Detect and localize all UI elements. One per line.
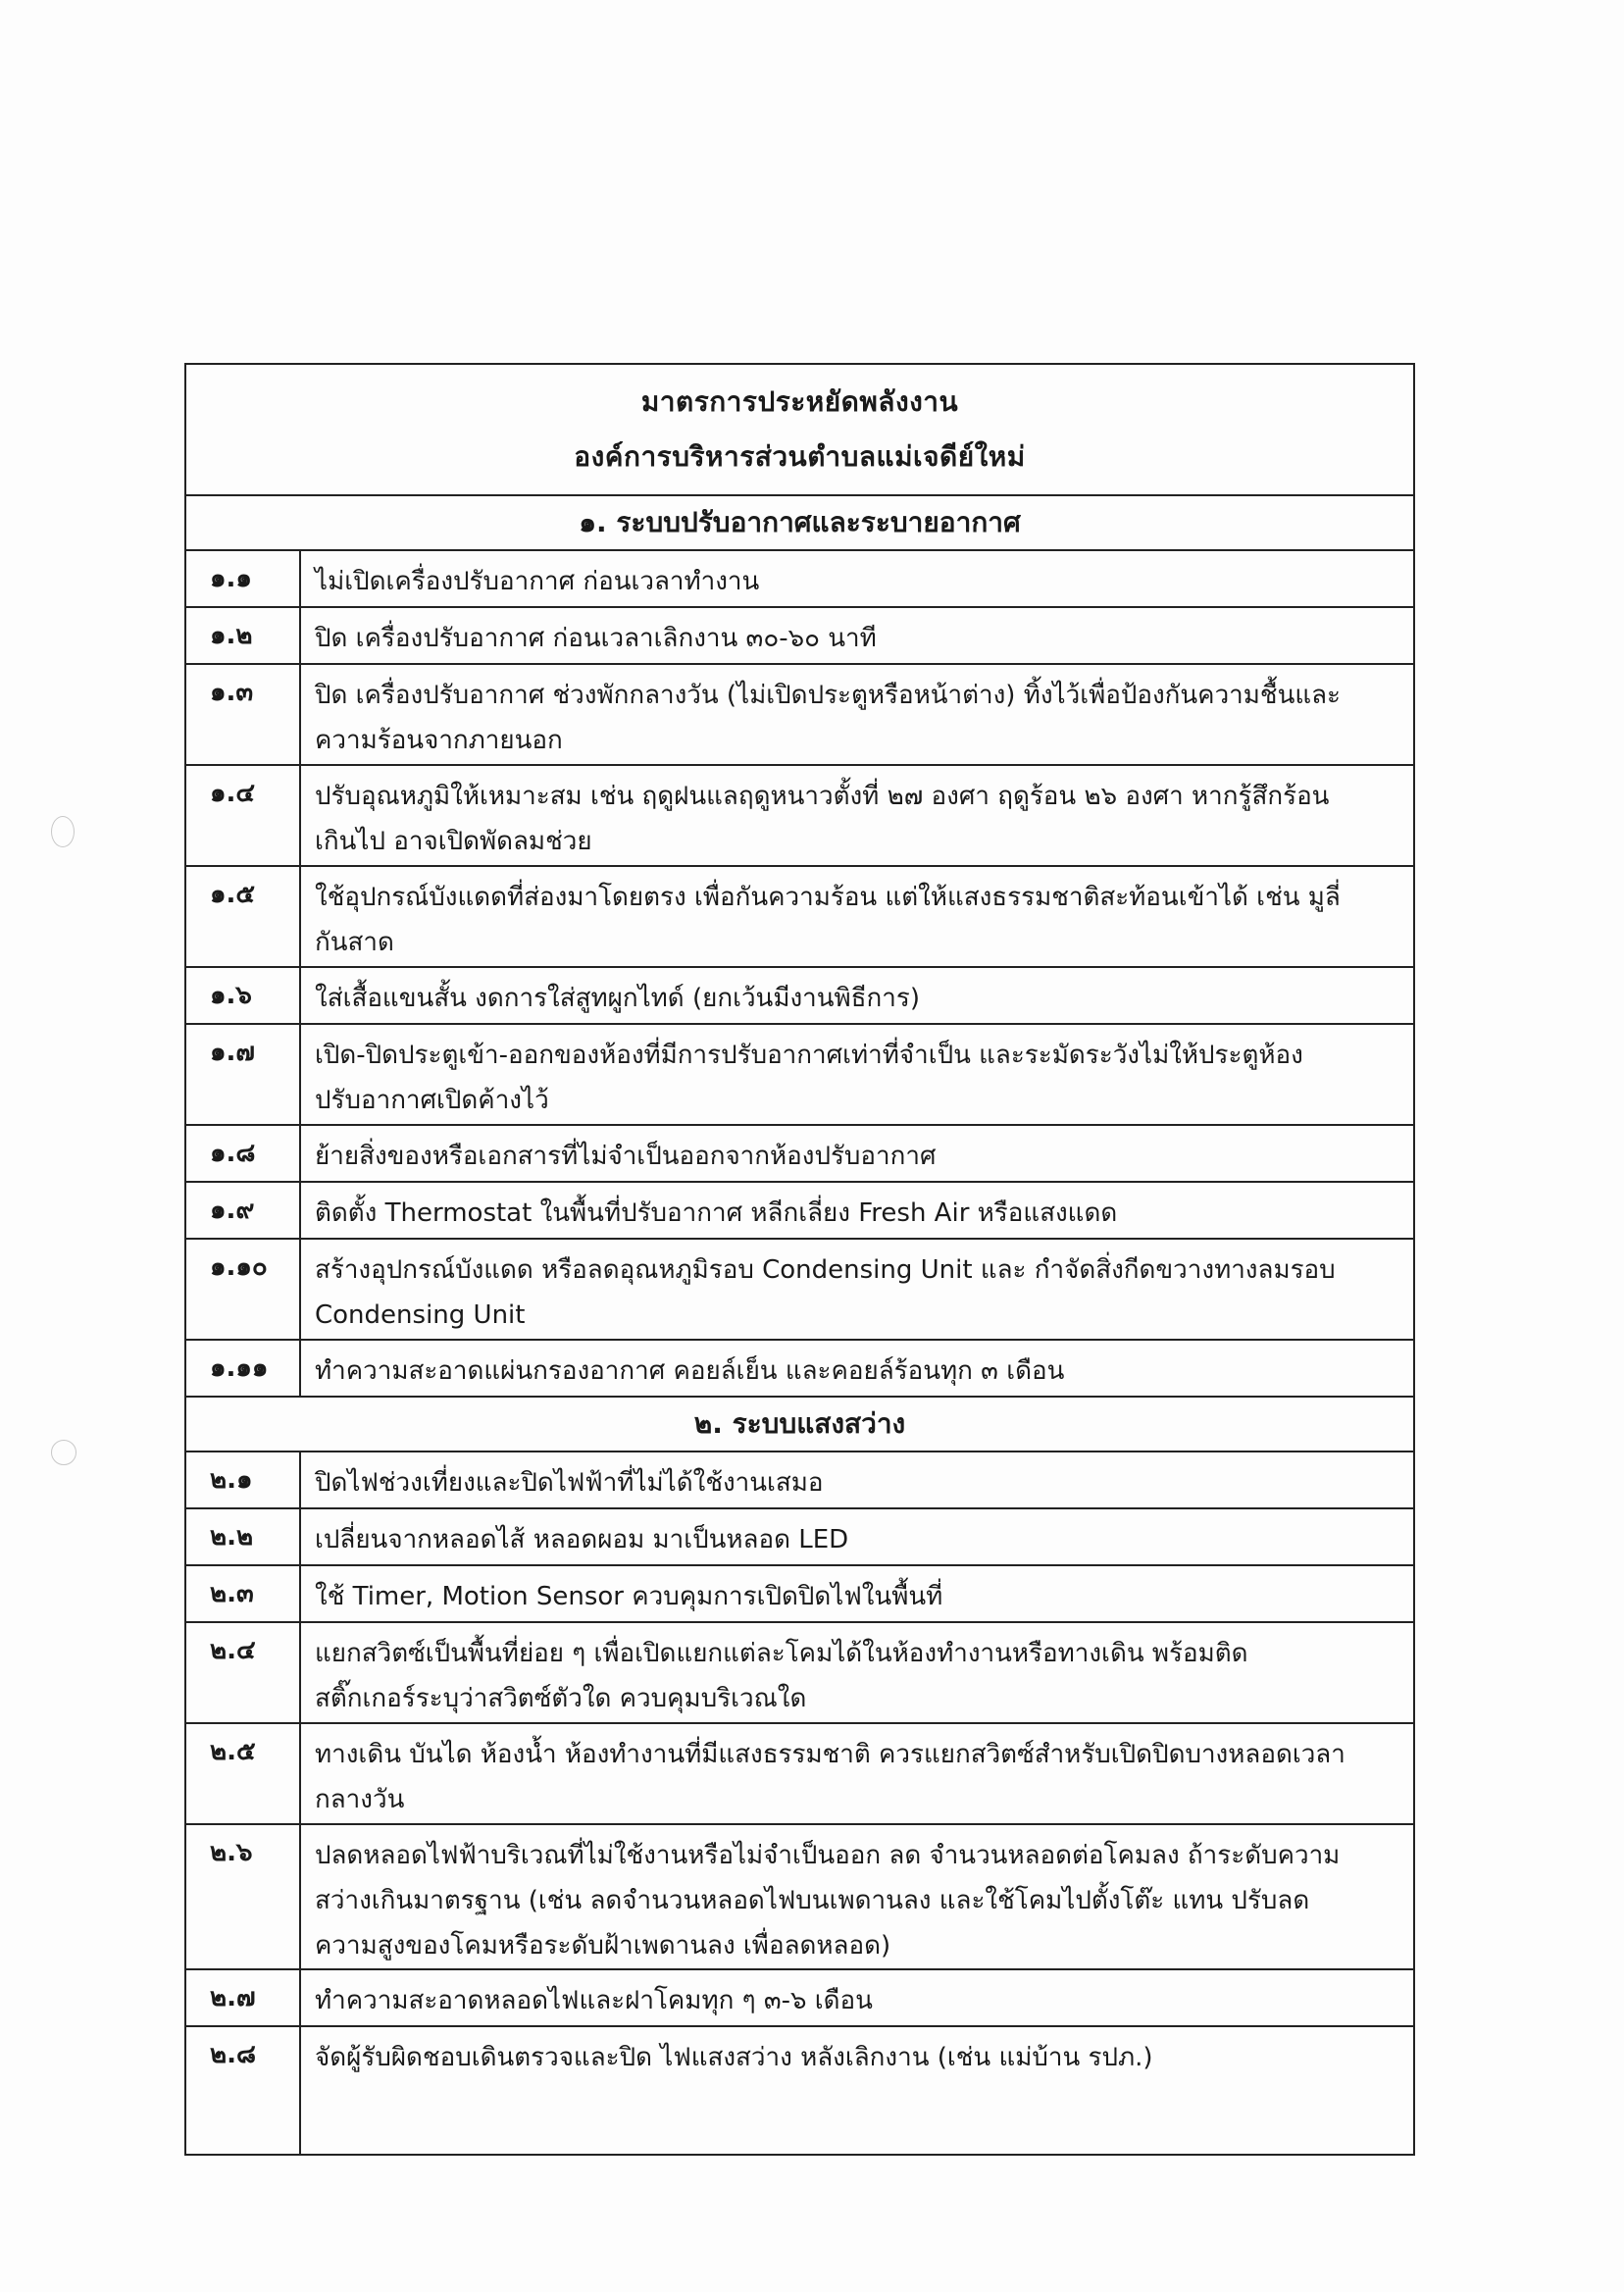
- item-text: [301, 1509, 1413, 1564]
- item-text-line: ปรับอากาศเปิดค้างไว้: [315, 1086, 549, 1115]
- item-number: ๒.๘: [186, 2027, 301, 2154]
- item-text-line: ย้ายสิ่งของหรือเอกสารที่ไม่จำเป็นออกจากห้องปรับอากาศ: [315, 1142, 937, 1171]
- table-row: [186, 665, 1413, 766]
- item-number: ๒.๔: [186, 1623, 301, 1722]
- item-text: [301, 1341, 1413, 1396]
- item-text-line: ปลดหลอดไฟฟ้าบริเวณที่ไม่ใช้งานหรือไม่จำเป็นออก ลด จำนวนหลอดต่อโคมลง ถ้าระดับความ: [315, 1841, 1341, 1870]
- table-row: [186, 1240, 1413, 1341]
- item-text: [301, 867, 1413, 966]
- item-text-line: ความร้อนจากภายนอก: [315, 726, 563, 755]
- table-row: [186, 551, 1413, 608]
- item-text-line: ใช้ Timer, Motion Sensor ควบคุมการเปิดปิดไฟในพื้นที่: [315, 1582, 943, 1611]
- item-number: ๑.๔: [186, 766, 301, 865]
- table-row: [186, 1452, 1413, 1509]
- table-row: [186, 1970, 1413, 2027]
- item-text: [301, 968, 1413, 1023]
- item-number: ๑.๘: [186, 1126, 301, 1181]
- table-row: [186, 1341, 1413, 1398]
- item-text-line: เปิด-ปิดประตูเข้า-ออกของห้องที่มีการปรับอากาศเท่าที่จำเป็น และระมัดระวังไม่ให้ประตูห้อง: [315, 1041, 1303, 1070]
- organization-name: องค์การบริหารส่วนตำบลแม่เจดีย์ใหม่: [574, 440, 1026, 473]
- table-row: [186, 1825, 1413, 1970]
- table-row: [186, 766, 1413, 867]
- item-text-line: ติดตั้ง Thermostat ในพื้นที่ปรับอากาศ หลีกเลี่ยง Fresh Air หรือแสงแดด: [315, 1198, 1118, 1228]
- item-text: [301, 1566, 1413, 1621]
- table-row: [186, 1623, 1413, 1724]
- document-title: มาตรการประหยัดพลังงาน: [640, 385, 959, 418]
- scan-mark: [51, 816, 75, 847]
- item-number: ๒.๕: [186, 1724, 301, 1823]
- item-number: ๑.๑๑: [186, 1341, 301, 1396]
- section-header-air-conditioning: ๑. ระบบปรับอากาศและระบายอากาศ: [186, 496, 1413, 551]
- table-row: [186, 1126, 1413, 1183]
- item-text-line: สร้างอุปกรณ์บังแดด หรือลดอุณหภูมิรอบ Condensing Unit และ กำจัดสิ่งกีดขวางทางลมรอบ: [315, 1255, 1336, 1285]
- section-header-lighting: ๒. ระบบแสงสว่าง: [186, 1398, 1413, 1452]
- item-text-line: ทำความสะอาดหลอดไฟและฝาโคมทุก ๆ ๓-๖ เดือน: [315, 1986, 873, 2015]
- item-text: [301, 1825, 1413, 1968]
- item-text: [301, 608, 1413, 663]
- item-number: ๑.๖: [186, 968, 301, 1023]
- item-number: ๑.๗: [186, 1025, 301, 1124]
- item-text-line: สติ๊กเกอร์ระบุว่าสวิตซ์ตัวใด ควบคุมบริเวณใด: [315, 1684, 807, 1713]
- item-number: ๒.๗: [186, 1970, 301, 2025]
- item-text-line: ปิด เครื่องปรับอากาศ ช่วงพักกลางวัน (ไม่เปิดประตูหรือหน้าต่าง) ทิ้งไว้เพื่อป้องกันความชื้นและ: [315, 681, 1341, 710]
- item-text-line: ทำความสะอาดแผ่นกรองอากาศ คอยล์เย็น และคอยล์ร้อนทุก ๓ เดือน: [315, 1356, 1065, 1386]
- table-row: [186, 1025, 1413, 1126]
- item-number: ๒.๓: [186, 1566, 301, 1621]
- item-text-line: ใส่เสื้อแขนสั้น งดการใส่สูทผูกไทด์ (ยกเว้นมีงานพิธีการ): [315, 984, 920, 1013]
- table-row: [186, 1183, 1413, 1240]
- item-text: [301, 1240, 1413, 1339]
- table-row: [186, 1509, 1413, 1566]
- item-text-line: Condensing Unit: [315, 1300, 526, 1330]
- item-text-line: ปิดไฟช่วงเที่ยงและปิดไฟฟ้าที่ไม่ได้ใช้งานเสมอ: [315, 1468, 824, 1498]
- item-text-line: กันสาด: [315, 928, 394, 957]
- item-number: ๑.๑๐: [186, 1240, 301, 1339]
- item-number: ๑.๕: [186, 867, 301, 966]
- item-text: [301, 766, 1413, 865]
- table-row: [186, 968, 1413, 1025]
- item-text-line: ไม่เปิดเครื่องปรับอากาศ ก่อนเวลาทำงาน: [315, 567, 760, 596]
- item-number: ๑.๑: [186, 551, 301, 606]
- item-text: [301, 2027, 1413, 2154]
- item-text: [301, 1970, 1413, 2025]
- item-text-line: เปลี่ยนจากหลอดไส้ หลอดผอม มาเป็นหลอด LED: [315, 1525, 849, 1554]
- item-number: ๑.๓: [186, 665, 301, 764]
- item-text: [301, 1724, 1413, 1823]
- item-text-line: เกินไป อาจเปิดพัดลมช่วย: [315, 827, 592, 856]
- item-number: ๒.๑: [186, 1452, 301, 1507]
- item-text: [301, 551, 1413, 606]
- item-text-line: ใช้อุปกรณ์บังแดดที่ส่องมาโดยตรง เพื่อกันความร้อน แต่ให้แสงธรรมชาติสะท้อนเข้าได้ เช่น มูลี่: [315, 883, 1341, 912]
- item-number: ๒.๒: [186, 1509, 301, 1564]
- item-text: [301, 1623, 1413, 1722]
- table-row: [186, 1724, 1413, 1825]
- table-row: [186, 2027, 1413, 2154]
- item-text-line: กลางวัน: [315, 1785, 405, 1814]
- item-number: ๑.๒: [186, 608, 301, 663]
- document-title-block: [186, 365, 1413, 496]
- energy-measures-table: [184, 363, 1415, 2156]
- item-text: [301, 1025, 1413, 1124]
- item-text: [301, 1126, 1413, 1181]
- table-row: [186, 867, 1413, 968]
- scan-mark: [51, 1440, 76, 1465]
- item-text-line: ปรับอุณหภูมิให้เหมาะสม เช่น ฤดูฝนแลฤดูหนาวตั้งที่ ๒๗ องศา ฤดูร้อน ๒๖ องศา หากรู้สึกร้อน: [315, 782, 1330, 811]
- item-text-line: สว่างเกินมาตรฐาน (เช่น ลดจำนวนหลอดไฟบนเพดานลง และใช้โคมไปตั้งโต๊ะ แทน ปรับลด: [315, 1886, 1310, 1915]
- item-text-line: แยกสวิตซ์เป็นพื้นที่ย่อย ๆ เพื่อเปิดแยกแต่ละโคมได้ในห้องทำงานหรือทางเดิน พร้อมติด: [315, 1639, 1248, 1668]
- item-text: [301, 665, 1413, 764]
- item-number: ๒.๖: [186, 1825, 301, 1968]
- item-text-line: ความสูงของโคมหรือระดับฝ้าเพดานลง เพื่อลดหลอด): [315, 1931, 891, 1961]
- item-text-line: ปิด เครื่องปรับอากาศ ก่อนเวลาเลิกงาน ๓๐-๖๐ นาที: [315, 624, 877, 653]
- item-number: ๑.๙: [186, 1183, 301, 1238]
- table-row: [186, 1566, 1413, 1623]
- item-text: [301, 1452, 1413, 1507]
- item-text-line: จัดผู้รับผิดชอบเดินตรวจและปิด ไฟแสงสว่าง หลังเลิกงาน (เช่น แม่บ้าน รปภ.): [315, 2043, 1153, 2072]
- item-text: [301, 1183, 1413, 1238]
- item-text-line: ทางเดิน บันได ห้องน้ำ ห้องทำงานที่มีแสงธรรมชาติ ควรแยกสวิตซ์สำหรับเปิดปิดบางหลอดเวลา: [315, 1740, 1345, 1769]
- table-row: [186, 608, 1413, 665]
